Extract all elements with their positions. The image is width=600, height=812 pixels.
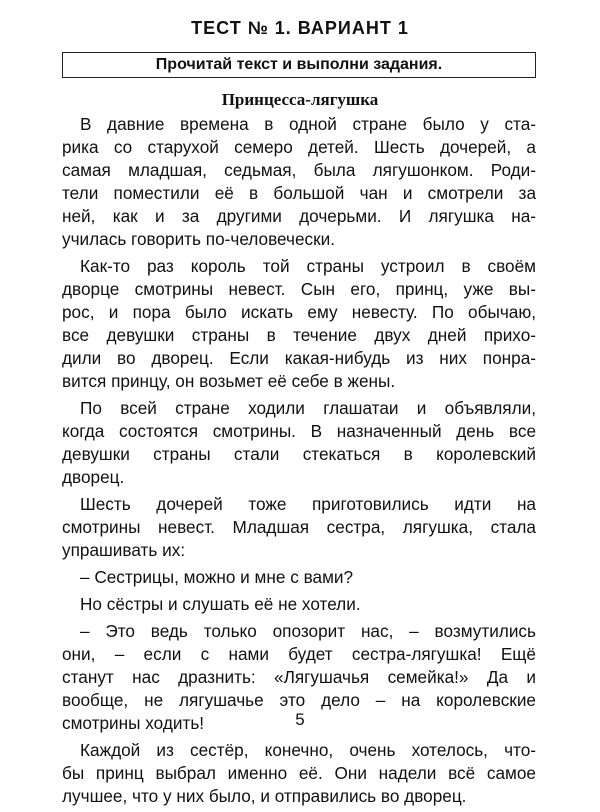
instruction-text: Прочитай текст и выполни задания. [155, 56, 443, 73]
text-line: лучшее, что у них было, и отправились во дворец. [62, 786, 467, 806]
text-line: дворец. [62, 467, 125, 487]
text-line: Как-то раз король той страны устроил в своём [80, 256, 536, 276]
text-line: девушки страны стали стекаться в королевский [62, 444, 536, 464]
text-line: когда состоятся смотрины. В назначенный день все [62, 421, 536, 441]
text-line: Но сёстры и слушать её не хотели. [80, 594, 361, 614]
text-line: смотрины ходить! [62, 713, 205, 733]
story-paragraph [62, 566, 536, 589]
page-number: 5 [295, 710, 305, 729]
story-paragraph [62, 255, 536, 393]
story-paragraph [62, 493, 536, 562]
text-line: упрашивать их: [62, 540, 186, 560]
text-line: вится принцу, он возьмет её себе в жены. [62, 371, 396, 391]
story-paragraph [62, 739, 536, 808]
text-line: – Это ведь только опозорит нас, – возмутились [80, 621, 536, 641]
text-line: они, – если с нами будет сестра-лягушка! Ещё [62, 644, 536, 664]
text-line: смотрины невест. Младшая сестра, лягушка, стала [62, 517, 536, 537]
text-line: Каждой из сестёр, конечно, очень хотелось, что- [80, 740, 536, 760]
text-line: рика со старухой семеро детей. Шесть дочерей, а [62, 137, 536, 157]
text-line: – Сестрицы, можно и мне с вами? [80, 567, 354, 587]
text-line: Шесть дочерей тоже приготовились идти на [80, 494, 536, 514]
text-line: тели поместили её в большой чан и смотрели за [62, 183, 536, 203]
story-paragraph [62, 593, 536, 616]
text-line: все девушки страны в течение двух дней прихо- [62, 325, 536, 345]
story-paragraph [62, 397, 536, 489]
text-line: дворце смотрины невест. Сын его, принц, уже вы- [62, 279, 536, 299]
text-line: училась говорить по-человечески. [62, 229, 336, 249]
text-line: самая младшая, седьмая, была лягушонком. Роди- [62, 160, 536, 180]
story-paragraph [62, 113, 536, 251]
text-line: вообще, не лягушачье это дело – на королевские [62, 690, 536, 710]
text-line: По всей стране ходили глашатаи и объявляли, [80, 398, 536, 418]
text-line: бы принц выбрал именно её. Они надели всё самое [62, 763, 536, 783]
text-line: В давние времена в одной стране было у ста- [80, 114, 536, 134]
test-title: ТЕСТ № 1. ВАРИАНТ 1 [191, 18, 409, 38]
text-line: станут нас дразнить: «Лягушачья семейка!» Да и [62, 667, 536, 687]
story-text [62, 113, 536, 812]
story-title: Принцесса-лягушка [221, 90, 379, 109]
text-line: дили во дворец. Если какая-нибудь из них понра- [62, 348, 536, 368]
instruction-box [62, 52, 536, 78]
text-line: ней, как и за другими дочерьми. И лягушка на- [62, 206, 536, 226]
text-line: рос, и пора было искать ему невесту. По обычаю, [62, 302, 536, 322]
